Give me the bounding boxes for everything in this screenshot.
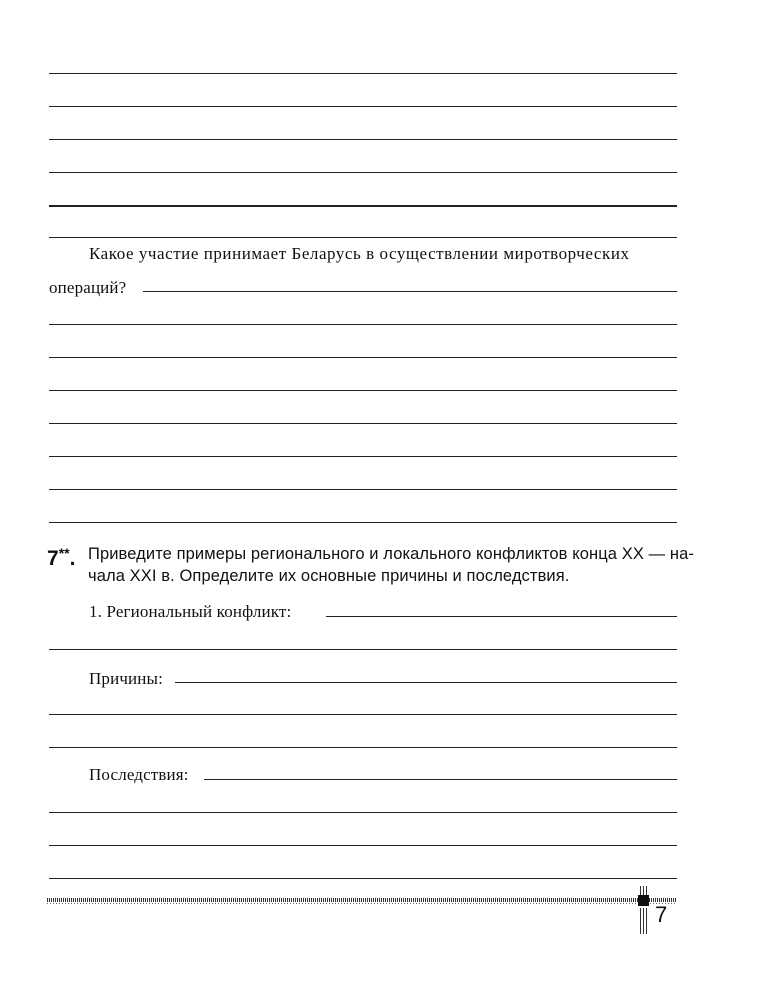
page-marker-bars <box>640 908 648 934</box>
answer-line[interactable] <box>49 878 677 879</box>
answer-line[interactable] <box>49 139 677 140</box>
answer-line[interactable] <box>49 649 677 650</box>
answer-line[interactable] <box>49 522 677 523</box>
task-number: 7**. <box>47 545 76 570</box>
answer-line[interactable] <box>49 489 677 490</box>
answer-line[interactable] <box>49 73 677 74</box>
answer-line[interactable] <box>49 237 677 238</box>
answer-line[interactable] <box>49 205 677 207</box>
answer-line[interactable] <box>49 845 677 846</box>
page-marker-bars <box>640 886 648 895</box>
answer-line[interactable] <box>49 357 677 358</box>
task-text-line-1: Приведите примеры регионального и локального конфликтов конца XX — на- <box>88 545 694 563</box>
answer-line[interactable] <box>49 747 677 748</box>
answer-line[interactable] <box>143 291 677 292</box>
page-marker-square <box>638 895 649 906</box>
consequences-label: Последствия: <box>89 765 189 784</box>
causes-label: Причины: <box>89 669 163 688</box>
answer-line[interactable] <box>49 106 677 107</box>
regional-conflict-label: 1. Региональный конфликт: <box>89 602 292 621</box>
footer-rule <box>47 898 677 902</box>
regional-conflict-answer-line[interactable] <box>326 616 677 617</box>
causes-answer-line[interactable] <box>175 682 677 683</box>
answer-line[interactable] <box>49 390 677 391</box>
task-text-line-2: чала XXI в. Определите их основные причины и последствия. <box>88 567 570 585</box>
consequences-answer-line[interactable] <box>204 779 677 780</box>
answer-line[interactable] <box>49 812 677 813</box>
question-line-1: Какое участие принимает Беларусь в осуществлении миротворческих <box>89 244 630 263</box>
answer-line[interactable] <box>49 423 677 424</box>
footer-rule <box>47 903 677 904</box>
answer-line[interactable] <box>49 456 677 457</box>
answer-line[interactable] <box>49 714 677 715</box>
task-difficulty-stars: ** <box>58 545 70 561</box>
question-line-2: операций? <box>49 278 127 297</box>
page-number: 7 <box>655 902 668 927</box>
answer-line[interactable] <box>49 324 677 325</box>
answer-line[interactable] <box>49 172 677 173</box>
